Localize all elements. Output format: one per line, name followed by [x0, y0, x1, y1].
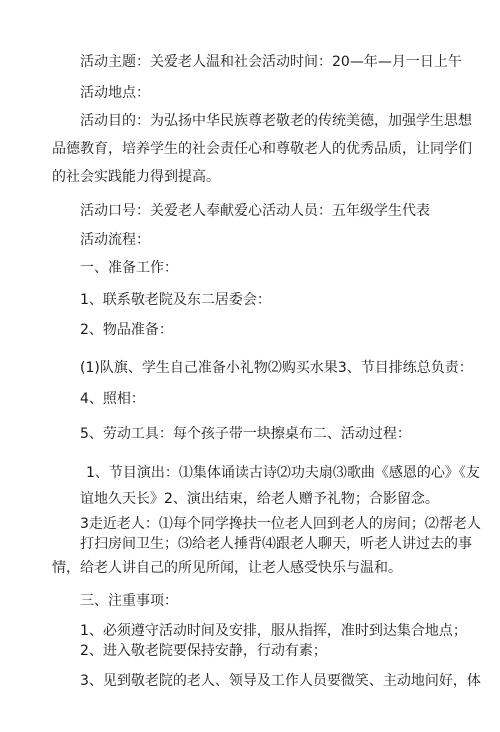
note-item-1: 1、必须遵守活动时间及安排，服从指挥，准时到达集合地点；	[80, 623, 467, 639]
section-three-heading: 三、注重事项：	[80, 593, 178, 609]
process-item-1-line-2: 谊地久天长》2、演出结束，给老人赠予礼物；合影留念。	[80, 491, 439, 507]
activity-location-line: 活动地点：	[80, 85, 150, 101]
activity-purpose-line-3: 的社会实践能力得到提高。	[52, 169, 220, 185]
section-one-heading: 一、准备工作：	[80, 260, 178, 276]
process-item-3-line-3: 情，给老人讲自己的所见所闻，让老人感受快乐与温和。	[52, 560, 402, 576]
process-item-3-line-1: 3走近老人：⑴每个同学搀扶一位老人回到老人的房间；⑵帮老人	[80, 516, 481, 532]
process-item-1-line-1: 1、节目演出：⑴集体诵读古诗⑵功夫扇⑶歌曲《感恩的心》《友	[86, 465, 480, 481]
note-item-2: 2、进入敬老院要保持安静，行动有素；	[80, 643, 327, 659]
prep-item-2-details: (1)队旗、学生自己准备小礼物⑵购买水果3、节目排练总负责：	[80, 360, 473, 376]
activity-purpose-line-2: 品德教育，培养学生的社会责任心和尊敬老人的优秀品质，让同学们	[52, 141, 472, 157]
process-item-3-line-2: 打扫房间卫生；⑶给老人捶背⑷跟老人聊天，听老人讲过去的事	[80, 536, 472, 552]
prep-item-1: 1、联系敬老院及东二居委会：	[80, 292, 271, 308]
activity-flow-heading: 活动流程：	[80, 232, 150, 248]
activity-purpose-line-1: 活动目的：为弘扬中华民族尊老敬老的传统美德，加强学生思想	[80, 113, 472, 129]
activity-theme-line: 活动主题：关爱老人温和社会活动时间：20—年—月一日上午	[80, 54, 462, 70]
prep-item-5: 5、劳动工具：每个孩子带一块擦桌布二、活动过程：	[80, 426, 411, 442]
activity-slogan-line: 活动口号：关爱老人奉献爱心活动人员：五年级学生代表	[80, 203, 430, 219]
note-item-3: 3、见到敬老院的老人、领导及工作人员要微笑、主动地问好，体	[80, 673, 481, 689]
prep-item-4: 4、照相：	[80, 391, 145, 407]
prep-item-2: 2、物品准备：	[80, 322, 173, 338]
